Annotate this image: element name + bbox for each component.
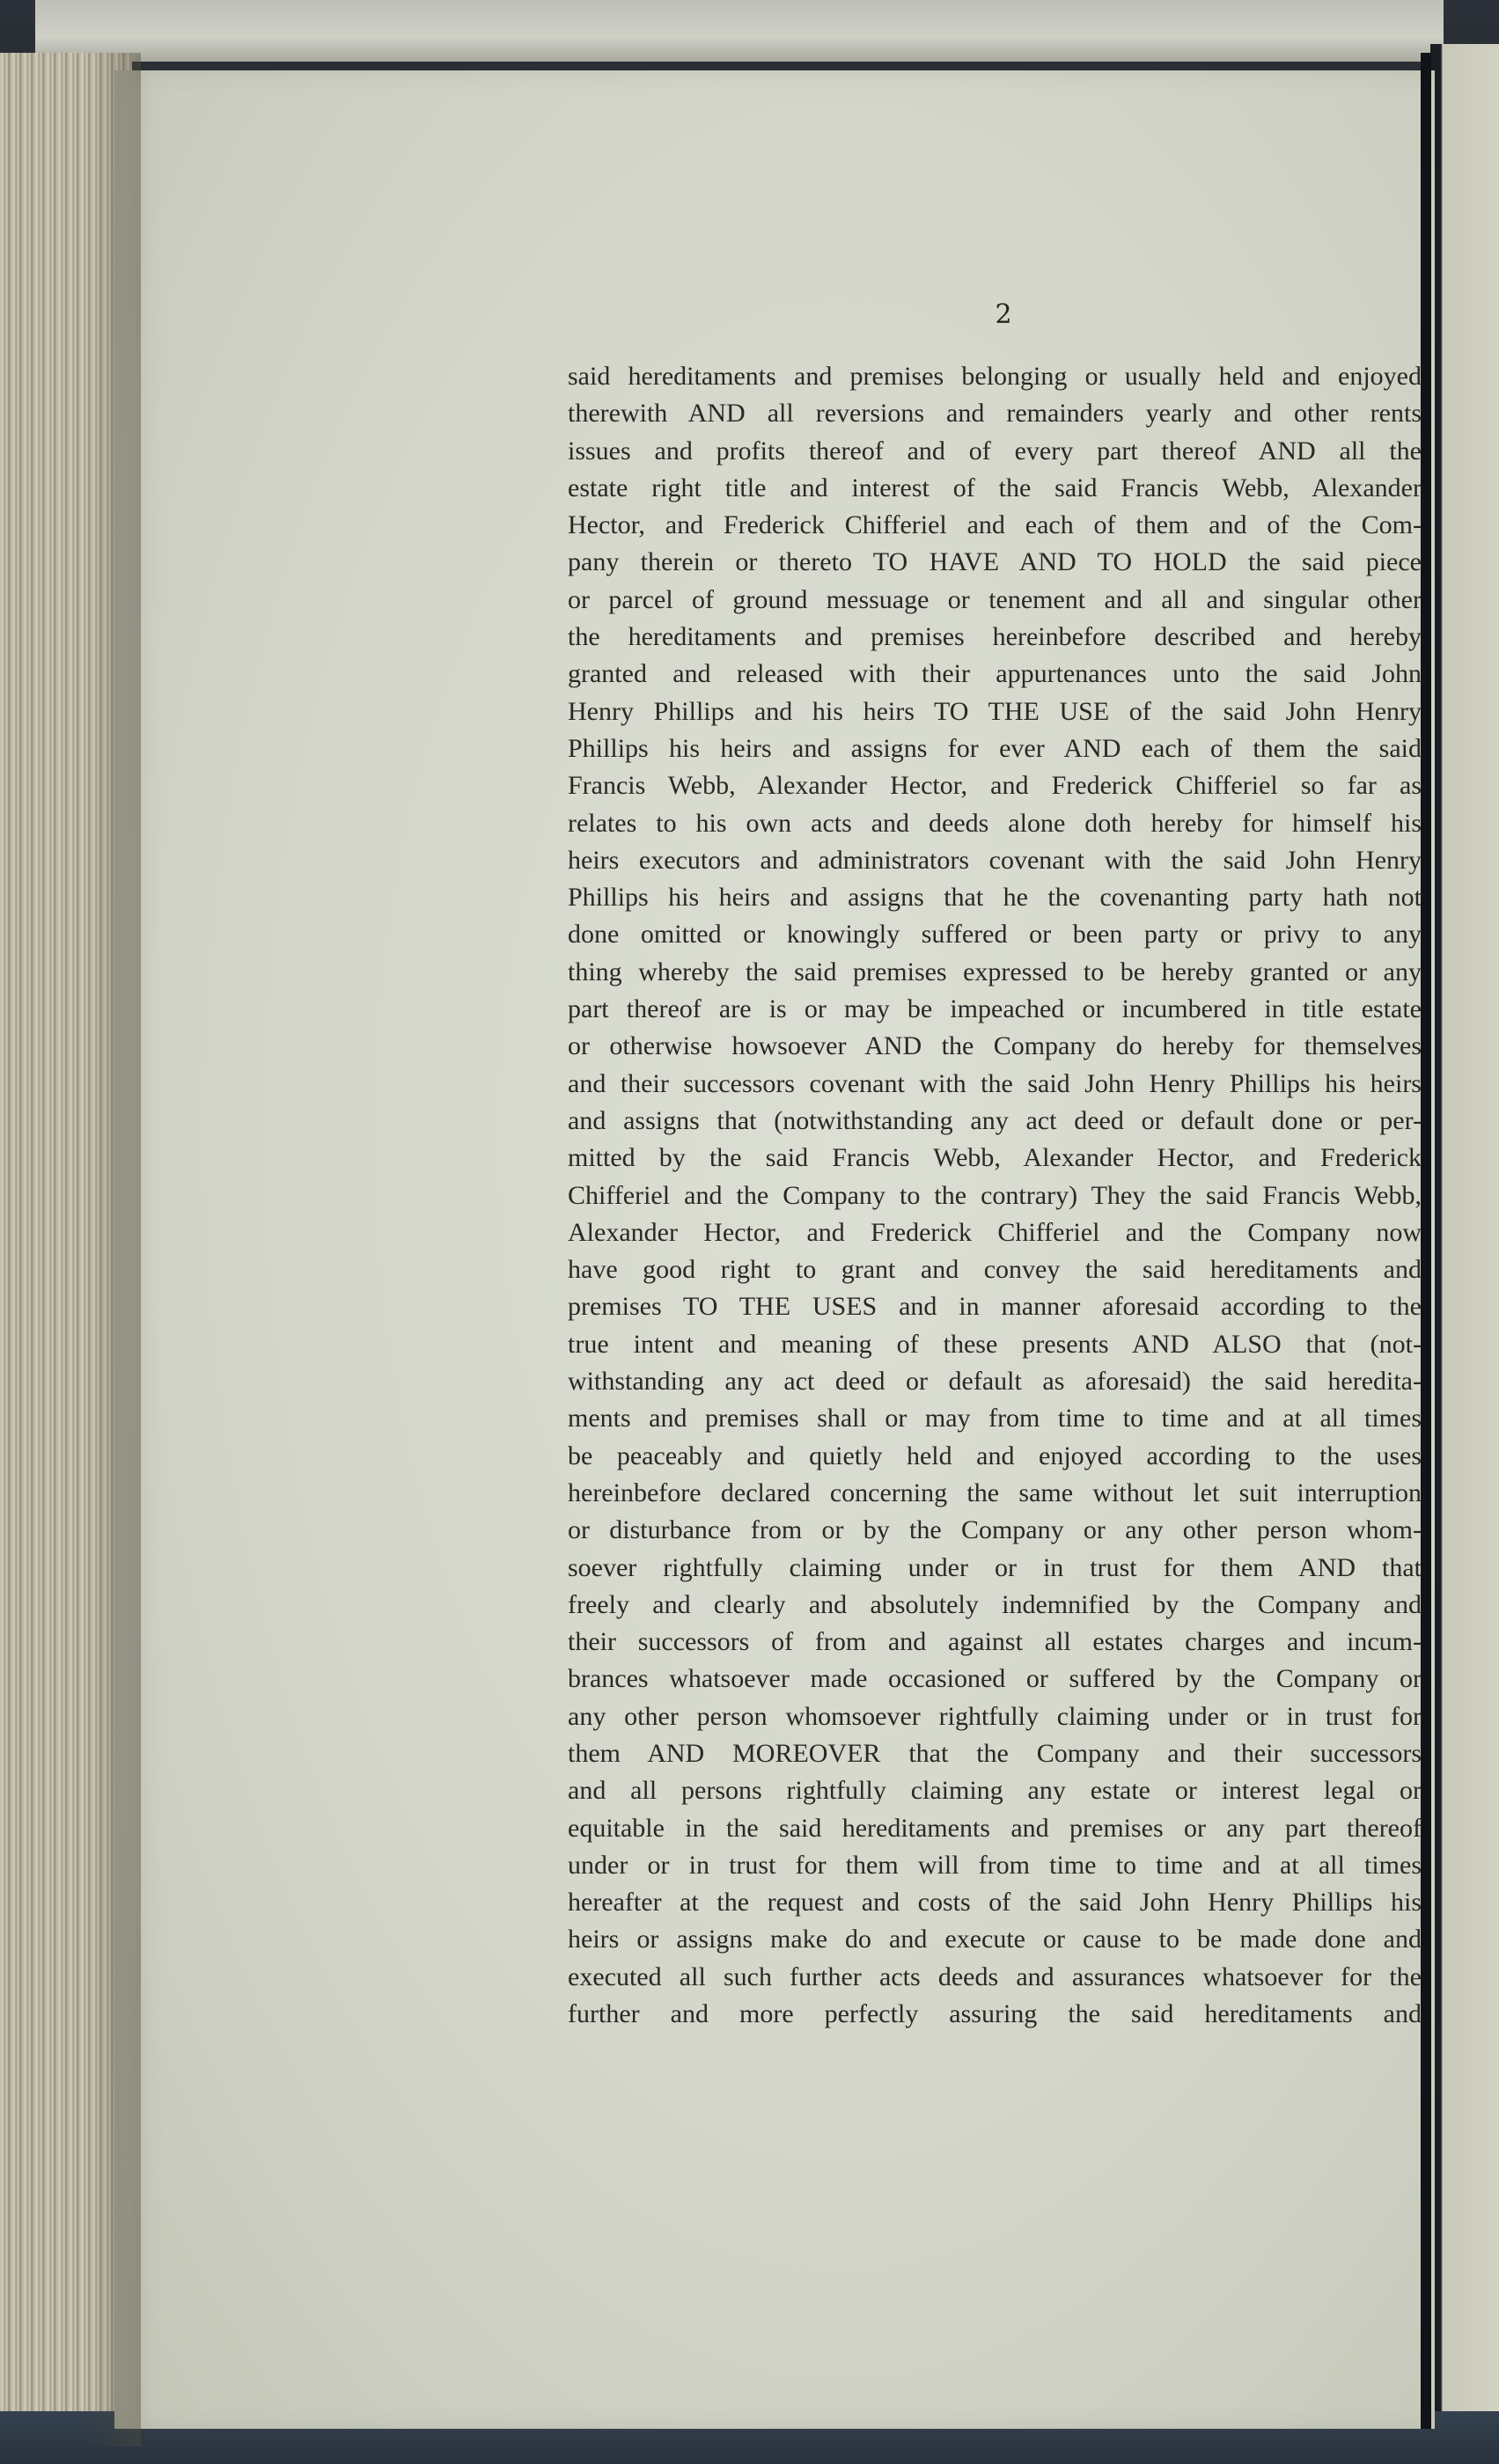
text-line: and their successors covenant with the said John Henry Phillips his heirs (568, 1068, 1422, 1098)
text-line: pany therein or thereto TO HAVE AND TO HOLD the said piece (568, 547, 1422, 577)
text-line: their successors of from and against all estates charges and incum- (568, 1627, 1422, 1657)
text-line: or otherwise howsoever AND the Company do hereby for themselves (568, 1031, 1422, 1061)
text-line: hereinbefore declared concerning the same without let suit interruption (568, 1478, 1422, 1507)
text-line: further and more perfectly assuring the said hereditaments and (568, 1999, 1422, 2029)
text-line: therewith AND all reversions and remainders yearly and other rents (568, 399, 1422, 429)
text-line: and assigns that (notwithstanding any act deed or default done or per- (568, 1105, 1422, 1135)
text-line: Chifferiel and the Company to the contrary) They the said Francis Webb, (568, 1180, 1422, 1210)
text-line: ments and premises shall or may from time to time and at all times (568, 1404, 1422, 1434)
text-line: the hereditaments and premises hereinbefore described and hereby (568, 622, 1422, 652)
text-line: granted and released with their appurtenances unto the said John (568, 659, 1422, 689)
text-line: hereafter at the request and costs of the said John Henry Phillips his (568, 1888, 1422, 1918)
text-line: Phillips his heirs and assigns that he the covenanting party hath not (568, 883, 1422, 913)
text-line: Phillips his heirs and assigns for ever AND each of them the said (568, 733, 1422, 763)
text-line: withstanding any act deed or default as aforesaid) the said heredita- (568, 1367, 1422, 1397)
text-line: Henry Phillips and his heirs TO THE USE of the said John Henry (568, 696, 1422, 726)
text-line: done omitted or knowingly suffered or been party or privy to any (568, 920, 1422, 950)
deed-text-body (568, 358, 1422, 2033)
text-line: issues and profits thereof and of every part thereof AND all the (568, 436, 1422, 466)
text-line: brances whatsoever made occasioned or suffered by the Company or (568, 1664, 1422, 1694)
text-line: or disturbance from or by the Company or any other person whom- (568, 1515, 1422, 1545)
text-line: relates to his own acts and deeds alone doth hereby for himself his (568, 808, 1422, 838)
text-line: any other person whomsoever rightfully claiming under or in trust for (568, 1701, 1422, 1731)
text-line: Hector, and Frederick Chifferiel and each of them and of the Com- (568, 510, 1422, 540)
text-line: them AND MOREOVER that the Company and their successors (568, 1738, 1422, 1768)
right-facing-page-edge (1430, 44, 1499, 2420)
gutter-shadow (88, 53, 141, 2446)
text-line: estate right title and interest of the said Francis Webb, Alexander (568, 473, 1422, 502)
text-line: premises TO THE USES and in manner aforesaid according to the (568, 1292, 1422, 1322)
text-line: be peaceably and quietly held and enjoyed according to the uses (568, 1441, 1422, 1470)
text-line: or parcel of ground messuage or tenement and all and singular other (568, 584, 1422, 614)
text-line: equitable in the said hereditaments and premises or any part thereof (568, 1813, 1422, 1843)
text-line: soever rightfully claiming under or in trust for them AND that (568, 1552, 1422, 1582)
text-line: mitted by the said Francis Webb, Alexander Hector, and Frederick (568, 1143, 1422, 1173)
book-top-edge (35, 0, 1444, 62)
text-line: Alexander Hector, and Frederick Chifferiel and the Company now (568, 1217, 1422, 1247)
text-line: said hereditaments and premises belonging or usually held and enjoyed (568, 362, 1422, 391)
page-number: 2 (995, 299, 1012, 330)
text-line: thing whereby the said premises expressed to be hereby granted or any (568, 957, 1422, 986)
text-line: freely and clearly and absolutely indemnified by the Company and (568, 1589, 1422, 1619)
text-line: have good right to grant and convey the said hereditaments and (568, 1255, 1422, 1285)
text-line: Francis Webb, Alexander Hector, and Frederick Chifferiel so far as (568, 771, 1422, 801)
text-line: heirs executors and administrators covenant with the said John Henry (568, 845, 1422, 875)
text-line: true intent and meaning of these presents AND ALSO that (not- (568, 1329, 1422, 1359)
text-line: part thereof are is or may be impeached or incumbered in title estate (568, 994, 1422, 1024)
page-binding-edge (1421, 53, 1431, 2429)
text-line: heirs or assigns make do and execute or cause to be made done and (568, 1925, 1422, 1954)
text-line: and all persons rightfully claiming any estate or interest legal or (568, 1776, 1422, 1806)
text-line: under or in trust for them will from time to time and at all times (568, 1850, 1422, 1880)
text-line: executed all such further acts deeds and assurances whatsoever for the (568, 1962, 1422, 1991)
